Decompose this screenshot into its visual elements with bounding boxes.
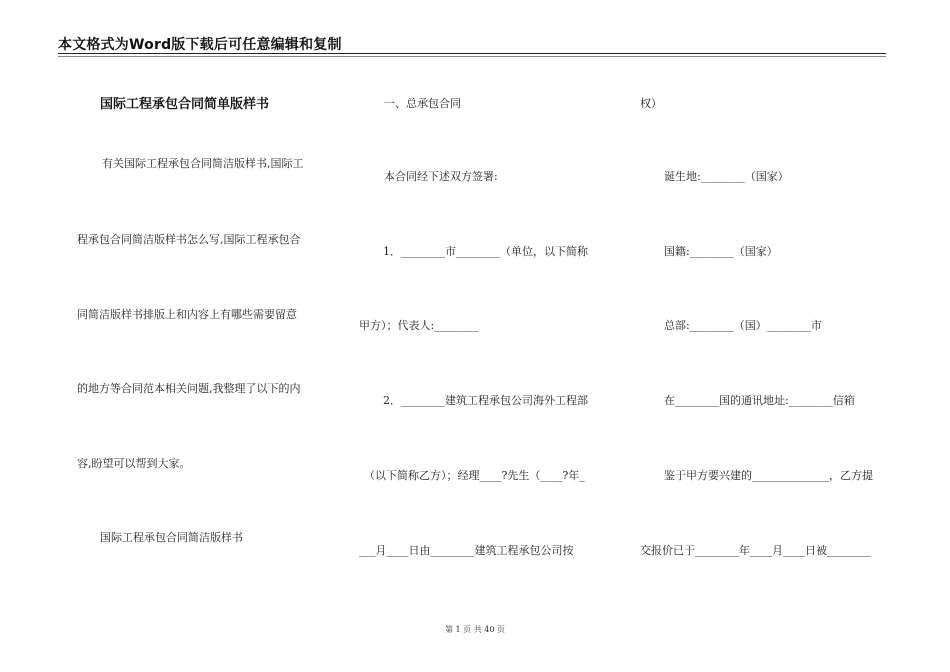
col3-line: 诞生地:________（国家）	[664, 170, 789, 183]
col3-line: 国籍:________（国家）	[664, 245, 778, 258]
col2-line: 一、总承包合同	[384, 97, 461, 110]
document-title: 国际工程承包合同简单版样书	[100, 97, 270, 112]
col3-line: 交报价已于________年____月____日被________	[640, 544, 871, 557]
col3-line: 权）	[640, 97, 662, 110]
col1-line: 程承包合同简洁版样书怎么写,国际工程承包合	[77, 233, 301, 246]
col1-line: 国际工程承包合同简洁版样书	[100, 531, 243, 544]
col1-line: 同简洁版样书排版上和内容上有哪些需要留意	[77, 308, 297, 321]
col3-line: 鉴于甲方要兴建的______________，乙方提	[664, 469, 873, 482]
col2-line: ___月____日由________建筑工程承包公司按	[359, 544, 574, 557]
col3-line: 总部:________（国）________市	[664, 319, 822, 332]
page-footer: 第 1 页 共 40 页	[445, 625, 505, 634]
page-header: 本文格式为Word版下载后可任意编辑和复制	[58, 37, 342, 53]
col2-line: 1．________市________（单位，以下简称	[383, 245, 588, 258]
col1-line: 的地方等合同范本相关问题,我整理了以下的内	[77, 382, 301, 395]
col2-line: 甲方）；代表人:________	[359, 319, 479, 332]
col3-line: 在________国的通讯地址:________信箱	[664, 394, 855, 407]
col1-line: 容,盼望可以帮到大家。	[77, 457, 191, 470]
header-rule	[58, 53, 886, 54]
header-rule-thin	[58, 56, 886, 57]
col2-line: （以下简称乙方）；经理____?先生（____?年_	[364, 469, 585, 482]
col2-line: 本合同经下述双方签署:	[384, 170, 498, 183]
col2-line: 2．________建筑工程承包公司海外工程部	[383, 394, 588, 407]
col1-line: 有关国际工程承包合同简洁版样书,国际工	[102, 157, 304, 170]
